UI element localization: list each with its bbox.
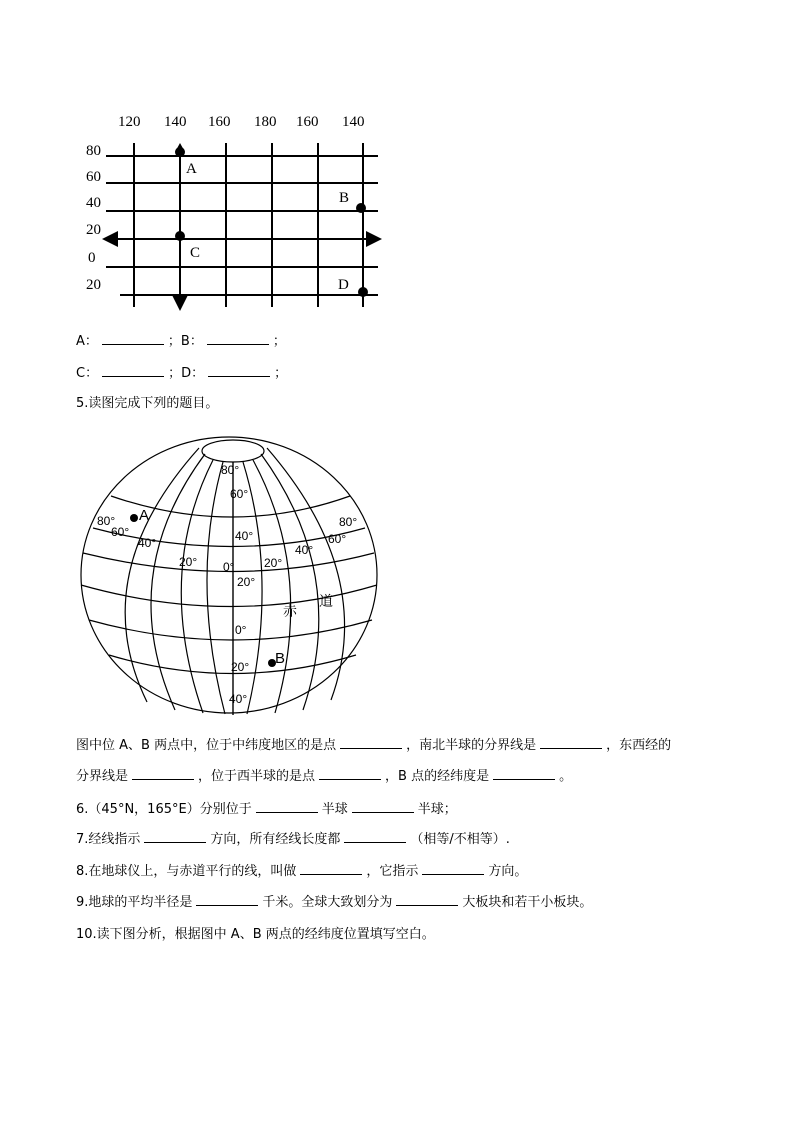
- q6-text: 6.（45°N，165°E）分别位于: [76, 802, 252, 817]
- question-8: [76, 862, 527, 881]
- question-9: [76, 893, 592, 912]
- answer-blank[interactable]: [144, 830, 206, 843]
- lat-lon-grid-figure: [80, 105, 390, 315]
- answer-blank[interactable]: [256, 800, 318, 813]
- left-label: 20: [86, 222, 101, 238]
- top-label: 160: [208, 114, 231, 130]
- answer-blank[interactable]: [352, 800, 414, 813]
- answer-blank-b[interactable]: [207, 332, 269, 345]
- q7-text: （相等/不相等）.: [410, 832, 510, 847]
- point-b-label: B: [275, 650, 286, 667]
- q9-text: 千米。全球大致划分为: [262, 895, 393, 910]
- lon-label-west: 40°: [138, 536, 157, 550]
- answer-blank[interactable]: [300, 862, 362, 875]
- lon-label-center: 0°: [223, 560, 235, 574]
- left-label: 80: [86, 143, 101, 159]
- q6-text: 半球；: [417, 802, 457, 817]
- q5-text-part: ，南北半球的分界线是: [406, 738, 537, 753]
- question-5-title: 5.读图完成下列的题目。: [76, 396, 219, 411]
- answer-blank[interactable]: [340, 736, 402, 749]
- lon-label-east: 20°: [264, 556, 283, 570]
- longitude-line: [125, 448, 199, 702]
- latitude-line: [93, 528, 365, 547]
- q8-text: ，它指示: [366, 864, 419, 879]
- question-7: [76, 830, 510, 849]
- label-d: ；D：: [168, 366, 205, 381]
- answer-blank[interactable]: [422, 862, 484, 875]
- grid-answer-line-2: [76, 364, 287, 383]
- label-b: ；B：: [167, 334, 203, 349]
- point-b-label: B: [339, 190, 350, 206]
- point-a-marker: [130, 514, 138, 522]
- point-a-label: A: [139, 507, 150, 524]
- top-label: 140: [164, 114, 187, 130]
- lat-label: 40°: [235, 529, 254, 543]
- point-a-tip: [175, 143, 185, 152]
- left-label: 60: [86, 169, 101, 185]
- longitude-line: [207, 462, 225, 714]
- q5-text-part: ，东西经的: [606, 738, 672, 753]
- polar-cap: [202, 440, 264, 462]
- q9-text: 9.地球的平均半径是: [76, 895, 193, 910]
- q8-text: 8.在地球仪上，与赤道平行的线，叫做: [76, 864, 297, 879]
- lon-label-west: 60°: [111, 525, 130, 539]
- globe-outline: [81, 437, 377, 713]
- answer-blank-c[interactable]: [102, 364, 164, 377]
- answer-blank-d[interactable]: [208, 364, 270, 377]
- separator: ；: [274, 366, 288, 381]
- q7-text: 方向，所有经线长度都: [210, 832, 341, 847]
- q5-text-part: ，位于西半球的是点: [198, 769, 316, 784]
- longitude-lines: [134, 143, 363, 307]
- q6-text: 半球: [321, 802, 348, 817]
- left-label: 20: [86, 277, 101, 293]
- equator-label: 赤: [283, 603, 297, 619]
- grid-answer-line-1: [76, 332, 286, 351]
- answer-blank[interactable]: [493, 767, 555, 780]
- answer-blank[interactable]: [132, 767, 194, 780]
- answer-blank[interactable]: [319, 767, 381, 780]
- longitude-line: [253, 460, 291, 713]
- question-10: 10.读下图分析，根据图中 A、B 两点的经纬度位置填写空白。: [76, 927, 435, 942]
- lon-label-east: 80°: [339, 515, 358, 529]
- q8-text: 方向。: [488, 864, 528, 879]
- lat-label: 60°: [230, 487, 249, 501]
- q9-text: 大板块和若干小板块。: [462, 895, 593, 910]
- q5-text-part: 图中位 A、B 两点中，位于中纬度地区的是点: [76, 738, 337, 753]
- point-a-label: A: [186, 161, 197, 177]
- latitude-line: [89, 620, 372, 640]
- answer-blank[interactable]: [196, 893, 258, 906]
- left-label: 40: [86, 195, 101, 211]
- answer-blank[interactable]: [344, 830, 406, 843]
- q5-text-part: ，B 点的经纬度是: [385, 769, 490, 784]
- point-c-marker: [175, 231, 185, 241]
- latitude-lines: [106, 156, 378, 295]
- lat-label: 0°: [235, 623, 247, 637]
- point-d-label: D: [338, 277, 349, 293]
- top-label: 140: [342, 114, 365, 130]
- q5-text-part: 分界线是: [76, 769, 129, 784]
- top-label: 180: [254, 114, 277, 130]
- lon-label-east: 60°: [328, 532, 347, 546]
- answer-blank[interactable]: [396, 893, 458, 906]
- point-c-label: C: [190, 245, 201, 261]
- lat-label: 80°: [221, 463, 240, 477]
- label-c: C：: [76, 366, 99, 381]
- q7-text: 7.经线指示: [76, 832, 141, 847]
- question-6: [76, 800, 457, 819]
- q5-text-part: 。: [559, 769, 573, 784]
- lat-label: 20°: [237, 575, 256, 589]
- globe-figure: [75, 430, 385, 720]
- equator-label: 道: [319, 593, 333, 609]
- label-a: A：: [76, 334, 98, 349]
- answer-blank-a[interactable]: [102, 332, 164, 345]
- longitude-line: [181, 460, 213, 713]
- top-label: 160: [296, 114, 319, 130]
- top-label: 120: [118, 114, 141, 130]
- lat-label: 20°: [231, 660, 250, 674]
- lat-label: 40°: [229, 692, 248, 706]
- lon-label-west: 20°: [179, 555, 198, 569]
- left-label: 0: [88, 250, 96, 266]
- question-5-text: [76, 730, 726, 792]
- lon-label-west: 80°: [97, 514, 116, 528]
- lon-label-east: 40°: [295, 543, 314, 557]
- point-b-marker: [356, 203, 366, 213]
- separator: ；: [272, 334, 286, 349]
- answer-blank[interactable]: [540, 736, 602, 749]
- point-d-marker: [358, 287, 368, 297]
